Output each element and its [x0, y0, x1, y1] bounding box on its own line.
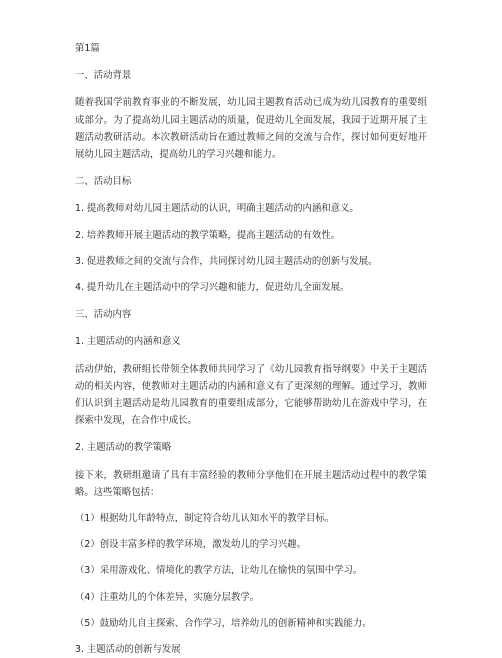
strategy-item: （1）根据幼儿年龄特点，制定符合幼儿认知水平的教学目标。: [75, 513, 335, 525]
strategy-item: （2）创设丰富多样的教学环境，激发幼儿的学习兴趣。: [75, 539, 306, 551]
strategy-item: （3）采用游戏化、情境化的教学方法，让幼儿在愉快的氛围中学习。: [75, 565, 363, 577]
subsection-paragraph: 接下来，教研组邀请了具有丰富经验的教师分享他们在开展主题活动过程中的教学策略。这些策略包括：: [75, 469, 427, 498]
page-label: 第1篇: [75, 43, 100, 54]
section-heading-content: 三、活动内容: [75, 309, 132, 321]
subsection-heading: 1. 主题活动的内涵和意义: [75, 336, 181, 348]
goal-item: 4. 提升幼儿在主题活动中的学习兴趣和能力，促进幼儿全面发展。: [75, 282, 350, 294]
strategy-item: （5）鼓励幼儿自主探索、合作学习，培养幼儿的创新精神和实践能力。: [75, 617, 372, 629]
goal-item: 2. 培养教师开展主题活动的教学策略，提高主题活动的有效性。: [75, 229, 341, 241]
strategy-item: （4）注重幼儿的个体差异，实施分层教学。: [75, 591, 260, 603]
subsection-heading: 3. 主题活动的创新与发展: [75, 644, 181, 656]
subsection-heading: 2. 主题活动的教学策略: [75, 442, 172, 454]
background-paragraph: 随着我国学前教育事业的不断发展，幼儿园主题教育活动已成为幼儿园教育的重要组成部分。为了提高幼儿园主题活动的质量，促进幼儿全面发展，我园于近期开展了主题活动教研活动。本次教研活动旨在通过教师之间的交流与合作，探讨如何更好地开展幼儿园主题活动，提高幼儿的学习兴趣和能力。: [75, 97, 427, 161]
document-page: [75, 40, 427, 658]
goal-item: 3. 促进教师之间的交流与合作，共同探讨幼儿园主题活动的创新与发展。: [75, 255, 378, 267]
section-heading-goals: 二、活动目标: [75, 176, 132, 188]
section-heading-background: 一、活动背景: [75, 70, 132, 82]
subsection-paragraph: 活动伊始，教研组长带领全体教师共同学习了《幼儿园教育指导纲要》中关于主题活动的相关内容，使教师对主题活动的内涵和意义有了更深刻的理解。通过学习，教师们认识到主题活动是幼儿园教育的重要组成部分，它能够帮助幼儿在游戏中学习，在探索中发现，在合作中成长。: [75, 363, 427, 427]
goal-item: 1. 提高教师对幼儿园主题活动的认识，明确主题活动的内涵和意义。: [75, 203, 359, 215]
